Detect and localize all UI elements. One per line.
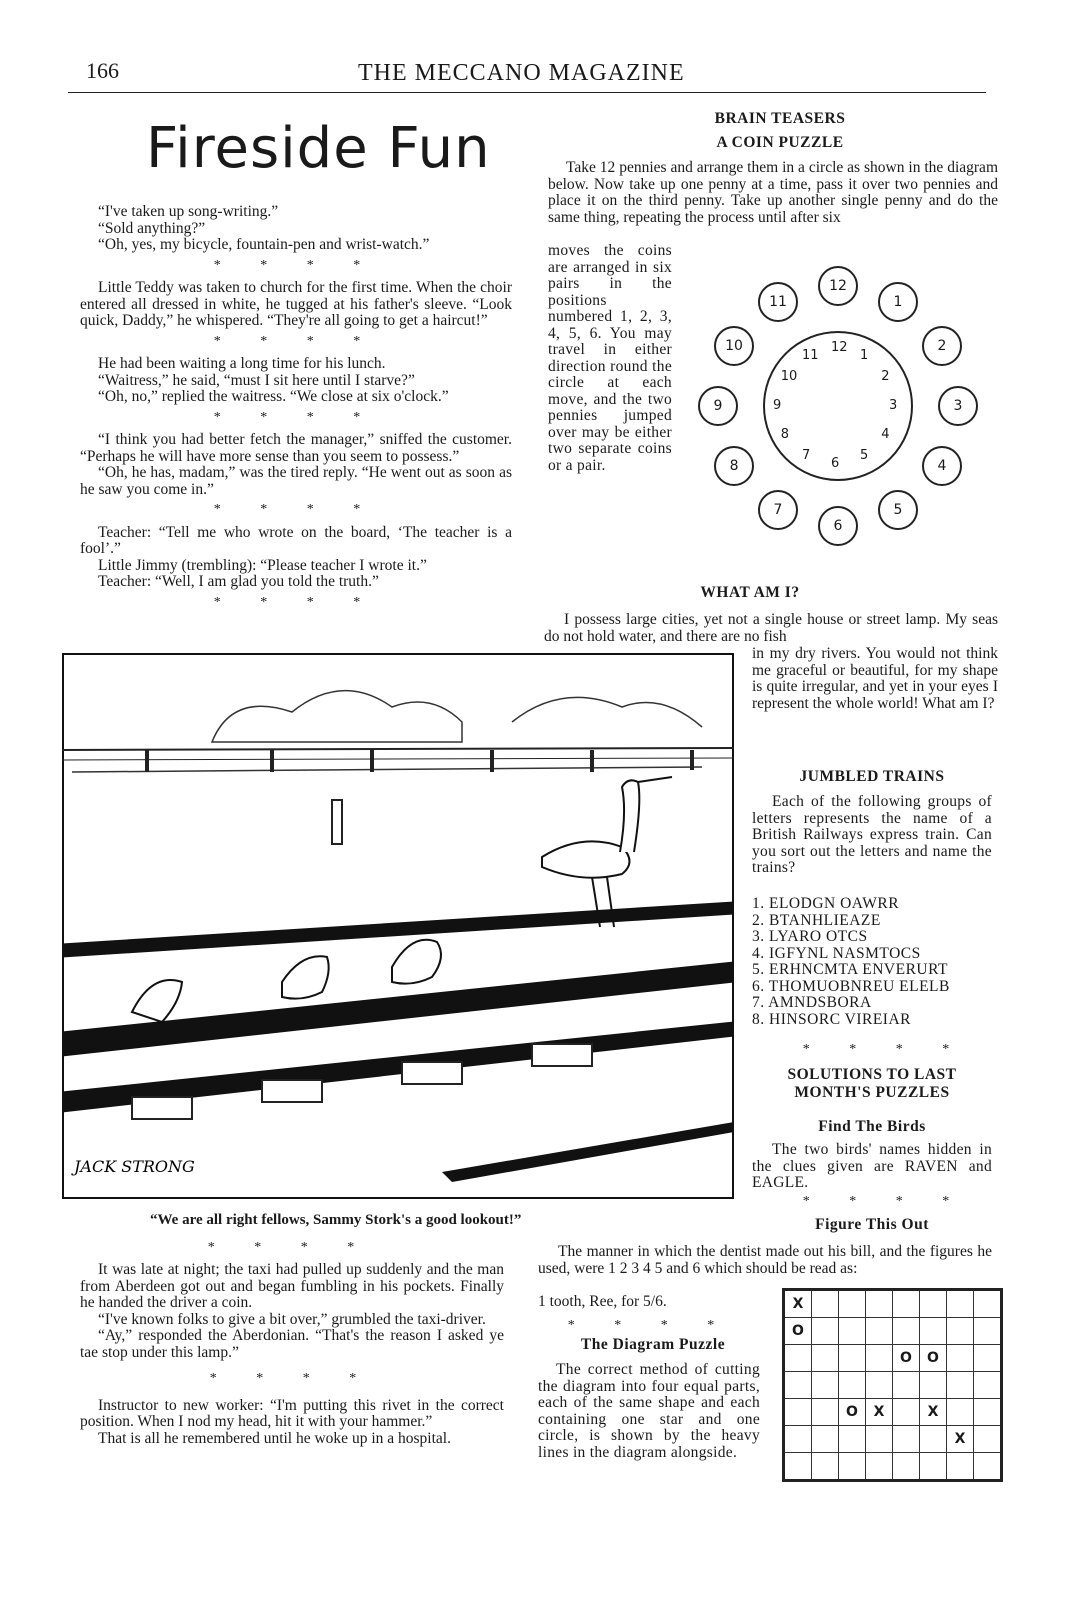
grid-row: [784, 1372, 1002, 1399]
grid-cell: [893, 1318, 920, 1345]
joke-line: He had been waiting a long time for his lunch.: [98, 355, 386, 372]
joke-line: “Ay,” responded the Aberdonian. “That's the reason I asked ye tae stop under this lamp.”: [80, 1327, 504, 1361]
separator-stars: * * * *: [213, 502, 379, 517]
magazine-title: THE MECCANO MAGAZINE: [358, 60, 685, 86]
solution-grid: [782, 1288, 1003, 1482]
inner-position-4: 4: [881, 427, 890, 442]
separator-stars: * * * *: [802, 1042, 968, 1057]
inner-position-2: 2: [881, 369, 890, 384]
grid-cell: [947, 1453, 974, 1481]
grid-cell: [784, 1372, 812, 1399]
joke-line: Teacher: “Well, I am glad you told the truth.”: [98, 573, 379, 590]
joke-line: Little Teddy was taken to church for the first time. When the choir entered all dressed in white, he tugged at his father's sleeve. “Look quick, Daddy,” he whispered. “They're all going to get a haircut!”: [80, 279, 512, 329]
grid-cell: [812, 1290, 839, 1318]
jumbled-trains-intro: Each of the following groups of letters represents the name of a British Railways express train. Can you sort out the letters and name the trains?: [752, 793, 992, 876]
joke-line: That is all he remembered until he woke up in a hospital.: [98, 1429, 451, 1447]
grid-cell: [866, 1426, 893, 1453]
grid-cell: O: [839, 1399, 866, 1426]
coin-1: 1: [878, 282, 918, 322]
what-am-i-heading: WHAT AM I?: [700, 584, 800, 601]
grid-cell: [784, 1453, 812, 1481]
grid-row: [784, 1290, 1002, 1318]
grid-cell: [839, 1290, 866, 1318]
joke-line: “Sold anything?”: [98, 219, 206, 237]
grid-cell: [893, 1399, 920, 1426]
grid-row: [784, 1399, 1002, 1426]
grid-cell: [866, 1290, 893, 1318]
grid-cell: [812, 1453, 839, 1481]
grid-cell: [866, 1345, 893, 1372]
solutions-heading: SOLUTIONS TO LAST MONTH'S PUZZLES: [787, 1066, 957, 1101]
inner-position-1: 1: [860, 347, 869, 363]
grid-cell: [947, 1290, 974, 1318]
grid-cell: [839, 1426, 866, 1453]
jumbled-trains-list: [752, 896, 992, 1028]
inner-position-6: 6: [831, 456, 840, 471]
grid-cell: [893, 1372, 920, 1399]
coin-5: 5: [878, 490, 918, 530]
figure-this-out-heading: Figure This Out: [815, 1216, 929, 1233]
coin-diagram: [690, 260, 990, 550]
separator-stars: * * * *: [213, 409, 379, 425]
list-item: 7. AMNDSBORA: [752, 994, 872, 1011]
coin-puzzle-side: moves the coins are arranged in six pairs in the positions numbered 1, 2, 3, 4, 5, 6. You may travel in either direction round the circle at each move, and the two pennies jumped over may be either two separate coins or a pair.: [548, 242, 672, 474]
grid-cell: X: [866, 1399, 893, 1426]
grid-row: [784, 1345, 1002, 1372]
joke-5: [80, 525, 512, 591]
grid-cell: [893, 1453, 920, 1481]
coin-8: 8: [714, 446, 754, 486]
grid-cell: [812, 1318, 839, 1345]
grid-cell: [893, 1290, 920, 1318]
separator-stars: * * * *: [207, 1240, 373, 1255]
separator-stars: * * * *: [209, 1371, 375, 1386]
separator-stars: * * * *: [567, 1318, 733, 1333]
brain-teasers-heading: BRAIN TEASERS: [714, 110, 846, 127]
coin-2: 2: [922, 326, 962, 366]
joke-line: “Oh, no,” replied the waitress. “We close at six o'clock.”: [98, 388, 449, 405]
cartoon-illustration: [62, 652, 734, 1200]
list-item: 8. HINSORC VIREIAR: [752, 1010, 911, 1028]
bottom-jokes: [80, 1262, 504, 1447]
figure-this-out-text: The manner in which the dentist made out his bill, and the figures he used, were 1 2 3 4 5 and 6 which should be read as:: [538, 1243, 992, 1277]
inner-position-3: 3: [889, 398, 898, 413]
grid-cell: [866, 1318, 893, 1345]
left-jokes: [80, 204, 512, 617]
grid-cell: [784, 1345, 812, 1372]
grid-cell: [839, 1453, 866, 1481]
grid-cell: [974, 1426, 1002, 1453]
find-the-birds-heading: Find The Birds: [818, 1118, 926, 1135]
grid-row: [784, 1453, 1002, 1481]
joke-7: [80, 1398, 504, 1448]
grid-cell: O: [784, 1318, 812, 1345]
joke-line: “Oh, he has, madam,” was the tired reply. “He went out as soon as he saw you come in.”: [80, 464, 512, 498]
figure-this-out-answer: 1 tooth, Ree, for 5/6.: [538, 1293, 667, 1310]
joke-line: “I've taken up song-writing.”: [98, 203, 279, 220]
find-the-birds-text: The two birds' names hidden in the clues given are RAVEN and EAGLE.: [752, 1141, 992, 1191]
cartoon-caption: “We are all right fellows, Sammy Stork's a good lookout!”: [150, 1212, 522, 1228]
page-title: Fireside Fun: [146, 116, 491, 181]
grid-cell: [947, 1318, 974, 1345]
separator-stars: * * * *: [213, 594, 379, 610]
inner-position-11: 11: [802, 347, 819, 363]
grid-cell: [947, 1345, 974, 1372]
joke-line: Little Jimmy (trembling): “Please teacher I wrote it.”: [98, 556, 427, 574]
grid-row: [784, 1318, 1002, 1345]
grid-cell: [947, 1399, 974, 1426]
joke-line: Instructor to new worker: “I'm putting this rivet in the correct position. When I nod my head, hit it with your hammer.”: [80, 1396, 504, 1430]
grid-cell: [812, 1399, 839, 1426]
grid-cell: [974, 1345, 1002, 1372]
joke-line: “I've known folks to give a bit over,” grumbled the taxi-driver.: [98, 1310, 486, 1328]
inner-position-7: 7: [802, 448, 811, 464]
grid-cell: [974, 1318, 1002, 1345]
inner-position-12: 12: [831, 340, 848, 355]
grid-cell: X: [784, 1290, 812, 1318]
joke-6: [80, 1262, 504, 1361]
coin-4: 4: [922, 446, 962, 486]
grid-cell: [812, 1372, 839, 1399]
grid-cell: X: [920, 1399, 947, 1426]
diagram-puzzle-text: The correct method of cutting the diagram into four equal parts, each of the same shape and each containing one star and one circle, is shown by the heavy lines in the diagram alongside.: [538, 1361, 760, 1461]
inner-position-8: 8: [780, 427, 790, 442]
separator-stars: * * * *: [213, 257, 379, 273]
joke-line: “I think you had better fetch the manager,” sniffed the customer. “Perhaps he will have more sense than you seem to possess.”: [80, 431, 512, 465]
coin-11: 11: [758, 282, 798, 322]
grid-cell: O: [893, 1345, 920, 1372]
jumbled-trains-heading: JUMBLED TRAINS: [799, 768, 945, 785]
inner-position-9: 9: [773, 398, 782, 413]
grid-cell: [920, 1453, 947, 1481]
diagram-puzzle-grid: [782, 1288, 1003, 1482]
grid-cell: [866, 1372, 893, 1399]
joke-line: “Oh, yes, my bicycle, fountain-pen and wrist-watch.”: [98, 236, 430, 253]
grid-cell: [839, 1372, 866, 1399]
grid-cell: X: [947, 1426, 974, 1453]
coin-6: 6: [818, 506, 858, 546]
what-am-i-text-2: in my dry rivers. You would not think me graceful or beautiful, for my shape is quite irregular, and yet in your eyes I represent the whole world! What am I?: [752, 645, 998, 712]
cartoon-signature: JACK STRONG: [74, 1157, 195, 1176]
grid-cell: [812, 1345, 839, 1372]
grid-cell: [920, 1318, 947, 1345]
joke-1: [80, 204, 512, 254]
diagram-puzzle-heading: The Diagram Puzzle: [580, 1336, 726, 1353]
coin-puzzle-intro: Take 12 pennies and arrange them in a circle as shown in the diagram below. Now take up one penny at a time, pass it over two pennies and place it on the third penny. Take up another single penny and do the same thing, repeating the process until after six: [548, 159, 998, 226]
inner-position-10: 10: [780, 369, 798, 384]
list-item: 6. THOMUOBNREU ELELB: [752, 977, 950, 995]
grid-cell: [893, 1426, 920, 1453]
joke-line: It was late at night; the taxi had pulled up suddenly and the man from Aberdeen got out and began fumbling in his pockets. Finally he handed the driver a coin.: [80, 1261, 504, 1311]
coin-9: 9: [698, 386, 738, 426]
grid-row: [784, 1426, 1002, 1453]
list-item: 2. BTANHLIEAZE: [752, 911, 881, 929]
what-am-i-text-1: I possess large cities, yet not a single house or street lamp. My seas do not hold water, and there are no fish: [544, 611, 998, 645]
cartoon-drawing: [62, 652, 734, 1200]
joke-line: “Waitress,” he said, “must I sit here until I starve?”: [98, 371, 415, 389]
grid-cell: [920, 1426, 947, 1453]
coin-7: 7: [758, 490, 798, 530]
coin-3: 3: [938, 386, 978, 426]
grid-cell: [974, 1399, 1002, 1426]
header-rule: [68, 92, 986, 93]
grid-cell: [974, 1290, 1002, 1318]
list-item: 3. LYARO OTCS: [752, 928, 868, 945]
joke-4: [80, 432, 512, 498]
coin-puzzle-heading: A COIN PUZZLE: [716, 134, 844, 151]
coin-10: 10: [714, 326, 754, 366]
list-item: 1. ELODGN OAWRR: [752, 895, 900, 912]
list-item: 5. ERHNCMTA ENVERURT: [752, 961, 948, 978]
joke-3: [80, 356, 512, 406]
grid-cell: [784, 1426, 812, 1453]
grid-cell: [812, 1426, 839, 1453]
grid-cell: [920, 1290, 947, 1318]
separator-stars: * * * *: [213, 333, 379, 349]
grid-cell: [866, 1453, 893, 1481]
grid-cell: O: [920, 1345, 947, 1372]
grid-cell: [784, 1399, 812, 1426]
grid-cell: [839, 1318, 866, 1345]
coin-12: 12: [818, 266, 858, 306]
grid-cell: [839, 1345, 866, 1372]
page-number: 166: [86, 58, 119, 83]
joke-line: Teacher: “Tell me who wrote on the board, ‘The teacher is a fool’.”: [80, 523, 512, 557]
separator-stars: * * * *: [802, 1194, 968, 1209]
joke-2: [80, 280, 512, 330]
grid-cell: [974, 1453, 1002, 1481]
grid-cell: [974, 1372, 1002, 1399]
list-item: 4. IGFYNL NASMTOCS: [752, 944, 921, 962]
inner-position-5: 5: [860, 448, 869, 464]
grid-cell: [920, 1372, 947, 1399]
grid-cell: [947, 1372, 974, 1399]
